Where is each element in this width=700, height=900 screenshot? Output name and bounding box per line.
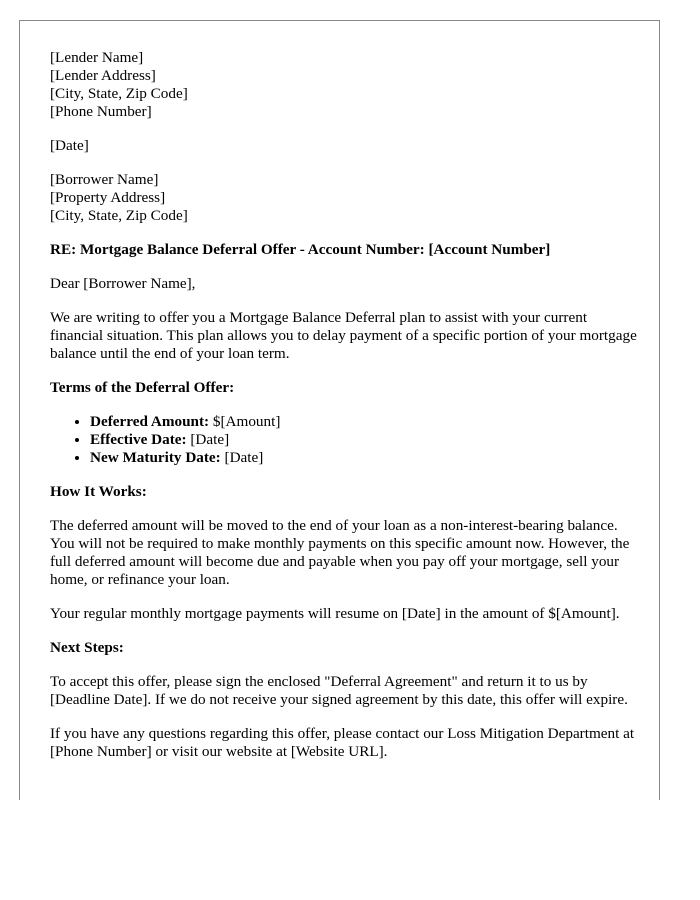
- how-it-works-paragraph-2: Your regular monthly mortgage payments will resume on [Date] in the amount of $[Amount].: [50, 605, 620, 622]
- term-label: New Maturity Date:: [90, 449, 221, 466]
- lender-address: [Lender Address]: [50, 67, 156, 84]
- term-value: [Date]: [220, 449, 264, 466]
- lender-phone: [Phone Number]: [50, 103, 152, 120]
- list-item: [90, 413, 640, 431]
- lender-name: [Lender Name]: [50, 49, 144, 66]
- letter-content: [50, 49, 640, 777]
- subject-line: RE: Mortgage Balance Deferral Offer - Account Number: [Account Number]: [50, 241, 551, 258]
- property-address: [Property Address]: [50, 189, 166, 206]
- next-steps-heading: Next Steps:: [50, 639, 124, 656]
- term-value: [Date]: [186, 431, 230, 448]
- lender-block: [50, 49, 640, 121]
- borrower-block: [50, 171, 640, 225]
- next-steps-paragraph-2: If you have any questions regarding this offer, please contact our Loss Mitigation Department at [Phone Number] or visit our website at [Website URL].: [50, 725, 635, 760]
- letter-page: [19, 20, 660, 800]
- how-it-works-paragraph-1: The deferred amount will be moved to the end of your loan as a non-interest-bearing balance. You will not be required to make monthly payments on this specific amount now. However, the full deferred amount will become due and payable when you pay off your mortgage, sell your home, or refinance your loan.: [50, 517, 630, 588]
- terms-list: [50, 413, 640, 467]
- intro-paragraph: We are writing to offer you a Mortgage Balance Deferral plan to assist with your current financial situation. This plan allows you to delay payment of a specific portion of your mortgage balance until the end of your loan term.: [50, 309, 637, 362]
- list-item: [90, 449, 640, 467]
- next-steps-paragraph-1: To accept this offer, please sign the enclosed "Deferral Agreement" and return it to us by [Deadline Date]. If we do not receive your signed agreement by this date, this offer will expire.: [50, 673, 628, 708]
- term-label: Effective Date:: [90, 431, 187, 448]
- terms-heading: Terms of the Deferral Offer:: [50, 379, 235, 396]
- letter-date: [Date]: [50, 137, 89, 154]
- borrower-name: [Borrower Name]: [50, 171, 159, 188]
- how-it-works-heading: How It Works:: [50, 483, 147, 500]
- term-label: Deferred Amount:: [90, 413, 210, 430]
- borrower-city-state-zip: [City, State, Zip Code]: [50, 207, 188, 224]
- lender-city-state-zip: [City, State, Zip Code]: [50, 85, 188, 102]
- list-item: [90, 431, 640, 449]
- salutation: Dear [Borrower Name],: [50, 275, 196, 292]
- term-value: $[Amount]: [209, 413, 281, 430]
